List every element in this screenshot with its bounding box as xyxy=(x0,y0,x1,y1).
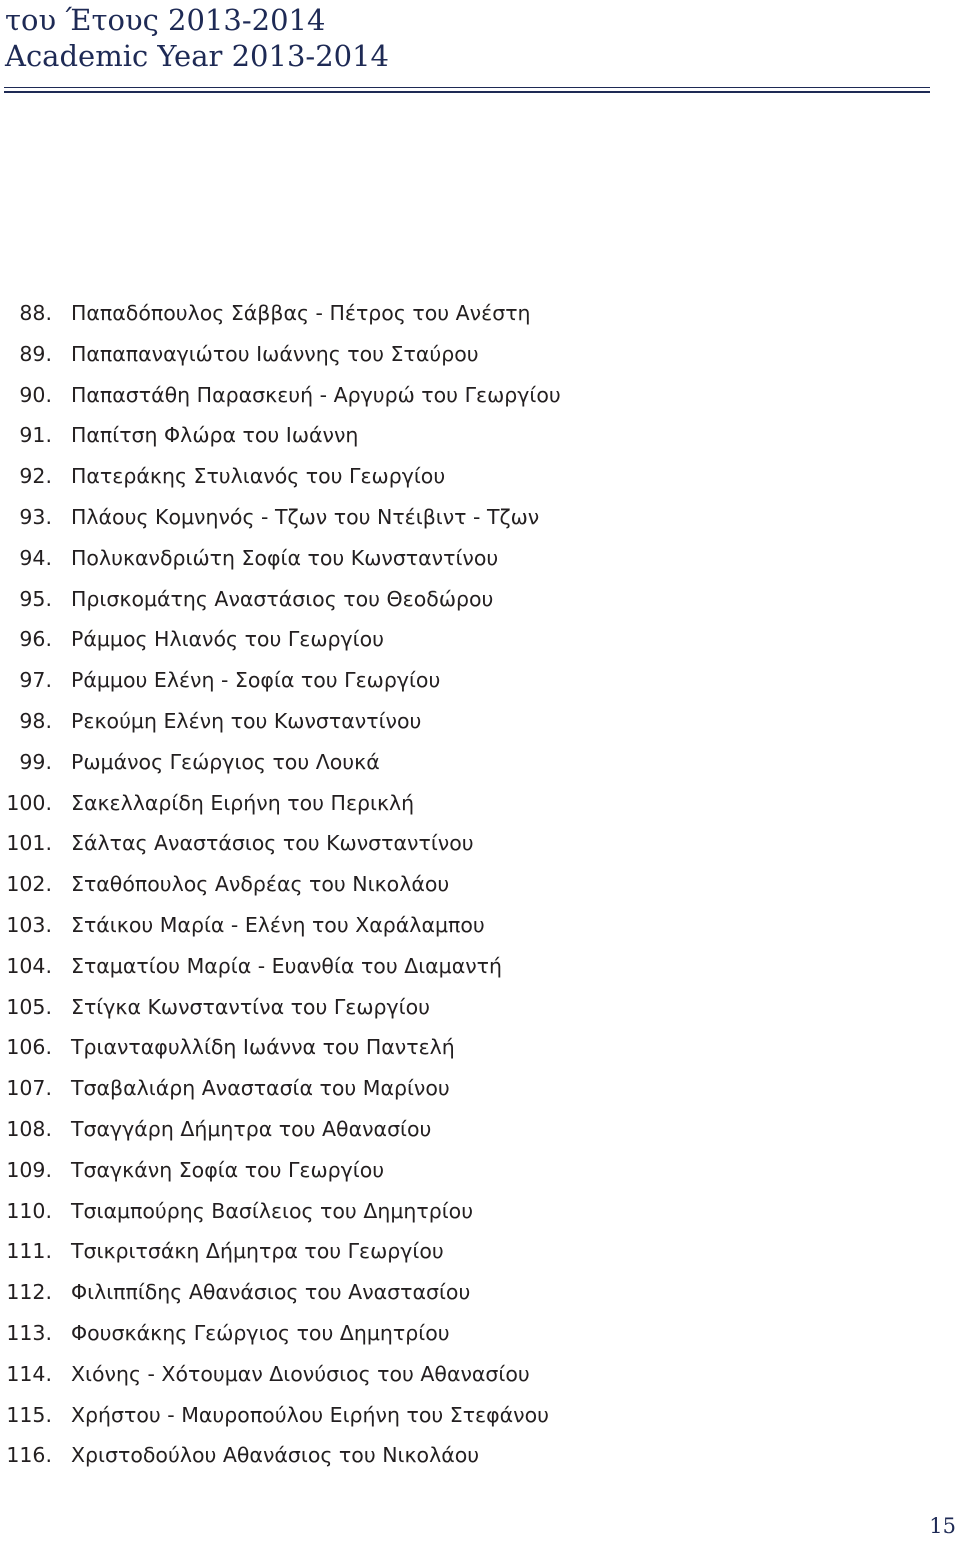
header-rule-thick xyxy=(4,91,930,93)
list-item xyxy=(0,1354,940,1395)
list-item xyxy=(0,497,940,538)
list-item xyxy=(0,619,940,660)
list-item xyxy=(0,1231,940,1272)
entry-name: Τσαγγάρη Δήμητρα του Αθανασίου xyxy=(71,1116,432,1141)
entry-number: 98. xyxy=(19,708,52,733)
entry-number: 116. xyxy=(6,1443,52,1468)
entry-number: 90. xyxy=(19,382,52,407)
entry-name: Σταματίου Μαρία - Ευανθία του Διαμαντή xyxy=(71,953,503,978)
entry-number: 89. xyxy=(19,341,52,366)
header-title-english: Academic Year 2013-2014 xyxy=(5,39,389,73)
entry-number: 92. xyxy=(19,464,52,489)
entry-number: 109. xyxy=(6,1157,52,1182)
list-item xyxy=(0,660,940,701)
entry-number: 95. xyxy=(19,586,52,611)
entry-name: Ρεκούμη Ελένη του Κωνσταντίνου xyxy=(71,708,422,733)
graduate-list xyxy=(0,293,940,1476)
list-item xyxy=(0,1191,940,1232)
list-item xyxy=(0,783,940,824)
entry-name: Σταθόπουλος Ανδρέας του Νικολάου xyxy=(71,872,450,897)
entry-number: 93. xyxy=(19,504,52,529)
list-item xyxy=(0,1435,940,1476)
entry-name: Τριανταφυλλίδη Ιωάννα του Παντελή xyxy=(71,1035,455,1060)
entry-number: 94. xyxy=(19,545,52,570)
entry-number: 105. xyxy=(6,994,52,1019)
list-item xyxy=(0,823,940,864)
entry-name: Τσικριτσάκη Δήμητρα του Γεωργίου xyxy=(71,1239,444,1264)
entry-number: 107. xyxy=(6,1076,52,1101)
entry-name: Σάλτας Αναστάσιος του Κωνσταντίνου xyxy=(71,831,474,856)
entry-name: Χριστοδούλου Αθανάσιος του Νικολάου xyxy=(71,1443,480,1468)
entry-name: Σακελλαρίδη Ειρήνη του Περικλή xyxy=(71,790,415,815)
page-number: 15 xyxy=(929,1514,956,1538)
list-item xyxy=(0,1068,940,1109)
entry-number: 97. xyxy=(19,668,52,693)
entry-name: Στάικου Μαρία - Ελένη του Χαράλαμπου xyxy=(71,912,485,937)
list-item xyxy=(0,1150,940,1191)
entry-name: Τσαγκάνη Σοφία του Γεωργίου xyxy=(71,1157,385,1182)
entry-number: 101. xyxy=(6,831,52,856)
entry-number: 113. xyxy=(6,1320,52,1345)
list-item xyxy=(0,334,940,375)
entry-name: Ράμμου Ελένη - Σοφία του Γεωργίου xyxy=(71,668,441,693)
list-item xyxy=(0,1027,940,1068)
entry-name: Πλάους Κομνηνός - Τζων του Ντέιβιντ - Τζων xyxy=(71,504,540,529)
list-item xyxy=(0,375,940,416)
entry-number: 115. xyxy=(6,1402,52,1427)
entry-number: 110. xyxy=(6,1198,52,1223)
entry-number: 91. xyxy=(19,423,52,448)
entry-number: 112. xyxy=(6,1280,52,1305)
entry-name: Παπίτση Φλώρα του Ιωάννη xyxy=(71,423,359,448)
entry-name: Παπαπαναγιώτου Ιωάννης του Σταύρου xyxy=(71,341,479,366)
entry-name: Πολυκανδριώτη Σοφία του Κωνσταντίνου xyxy=(71,545,499,570)
list-item xyxy=(0,946,940,987)
entry-number: 102. xyxy=(6,872,52,897)
list-item xyxy=(0,1109,940,1150)
list-item xyxy=(0,456,940,497)
list-item xyxy=(0,701,940,742)
entry-name: Χρήστου - Μαυροπούλου Ειρήνη του Στεφάνου xyxy=(71,1402,550,1427)
page-header xyxy=(5,2,935,74)
entry-number: 100. xyxy=(6,790,52,815)
header-rule-thin xyxy=(4,87,930,88)
list-item xyxy=(0,1313,940,1354)
entry-name: Πατεράκης Στυλιανός του Γεωργίου xyxy=(71,464,446,489)
header-title-greek: του Έτους 2013-2014 xyxy=(5,3,326,37)
entry-name: Φουσκάκης Γεώργιος του Δημητρίου xyxy=(71,1320,450,1345)
list-item xyxy=(0,579,940,620)
entry-number: 104. xyxy=(6,953,52,978)
entry-name: Τσαβαλιάρη Αναστασία του Μαρίνου xyxy=(71,1076,450,1101)
list-item xyxy=(0,538,940,579)
entry-name: Χιόνης - Χότουμαν Διονύσιος του Αθανασίου xyxy=(71,1361,530,1386)
list-item xyxy=(0,415,940,456)
entry-number: 103. xyxy=(6,912,52,937)
entry-name: Ρωμάνος Γεώργιος του Λουκά xyxy=(71,749,380,774)
list-item xyxy=(0,987,940,1028)
list-item xyxy=(0,1272,940,1313)
entry-number: 88. xyxy=(19,301,52,325)
entry-name: Φιλιππίδης Αθανάσιος του Αναστασίου xyxy=(71,1280,471,1305)
entry-number: 99. xyxy=(19,749,52,774)
entry-number: 114. xyxy=(6,1361,52,1386)
list-item xyxy=(0,293,940,334)
list-item xyxy=(0,905,940,946)
list-item xyxy=(0,1395,940,1436)
list-item xyxy=(0,864,940,905)
entry-number: 108. xyxy=(6,1116,52,1141)
entry-name: Ράμμος Ηλιανός του Γεωργίου xyxy=(71,627,385,652)
entry-name: Πρισκομάτης Αναστάσιος του Θεοδώρου xyxy=(71,586,494,611)
entry-name: Τσιαμπούρης Βασίλειος του Δημητρίου xyxy=(71,1198,474,1223)
entry-number: 111. xyxy=(6,1239,52,1264)
entry-number: 96. xyxy=(19,627,52,652)
list-item xyxy=(0,742,940,783)
entry-name: Στίγκα Κωνσταντίνα του Γεωργίου xyxy=(71,994,431,1019)
entry-number: 106. xyxy=(6,1035,52,1060)
entry-name: Παπαστάθη Παρασκευή - Αργυρώ του Γεωργίου xyxy=(71,382,561,407)
entry-name: Παπαδόπουλος Σάββας - Πέτρος του Ανέστη xyxy=(71,301,531,325)
